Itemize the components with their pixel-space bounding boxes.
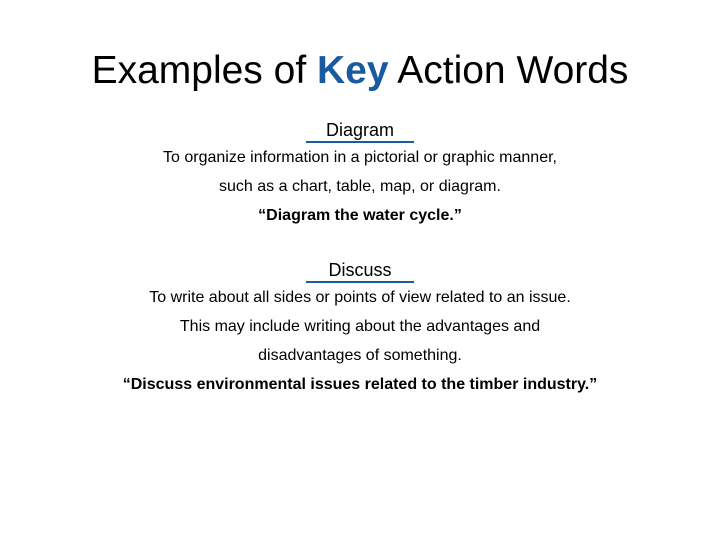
- term-heading: [328, 257, 391, 283]
- definition-line: disadvantages of something.: [258, 347, 462, 364]
- term-underline: [306, 281, 414, 283]
- term-heading: [326, 117, 394, 143]
- definition-line: To write about all sides or points of view related to an issue.: [149, 289, 571, 306]
- title-key-word: Key: [317, 49, 389, 92]
- title-suffix: Action Words: [388, 49, 629, 92]
- title-prefix: Examples of: [91, 49, 317, 92]
- definition-line: such as a chart, table, map, or diagram.: [219, 178, 501, 195]
- section-discuss: [0, 257, 720, 399]
- term-example: “Diagram the water cycle.”: [258, 207, 462, 224]
- slide-title: [0, 46, 720, 96]
- term-label: Diagram: [325, 120, 395, 140]
- term-definition: [0, 143, 720, 201]
- term-example: “Discuss environmental issues related to the timber industry.”: [122, 376, 598, 393]
- section-diagram: [0, 117, 720, 230]
- term-definition: [0, 283, 720, 370]
- definition-line: To organize information in a pictorial or graphic manner,: [163, 149, 557, 166]
- term-label: Discuss: [328, 260, 392, 280]
- definition-line: This may include writing about the advantages and: [179, 318, 541, 335]
- term-underline: [306, 141, 414, 143]
